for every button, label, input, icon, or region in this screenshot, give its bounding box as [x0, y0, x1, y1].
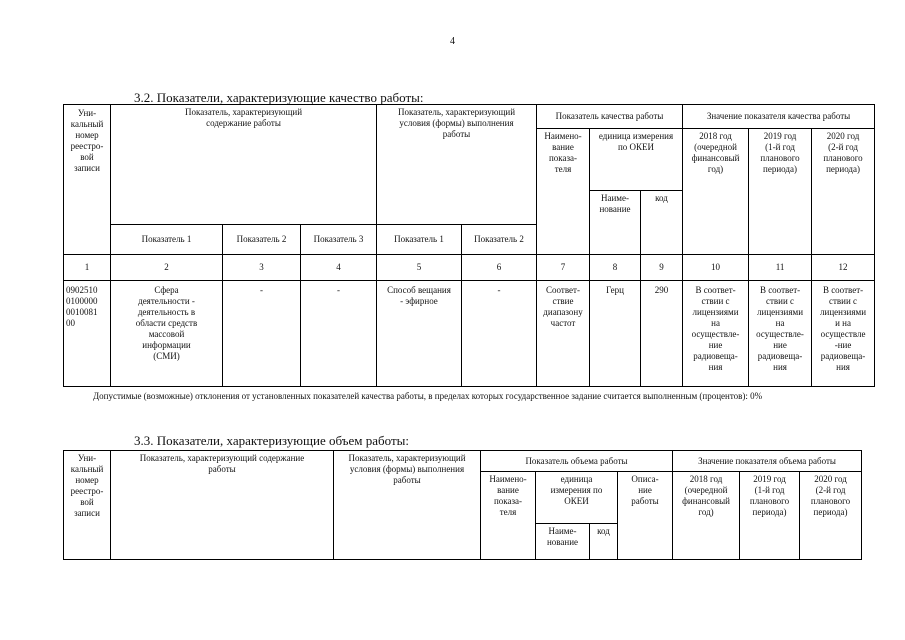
content-p2-cell: -: [223, 281, 301, 387]
column-number: 7: [537, 255, 590, 281]
header-conditions-indicator: Показатель, характеризующий условия (формы) выполнения работы: [377, 105, 537, 225]
unit-name-cell: Герц: [590, 281, 641, 387]
header-unique-number: Уни- кальный номер реестро- вой записи: [64, 105, 111, 255]
header-year-2020: 2020 год (2-й год планового периода): [812, 129, 875, 255]
cond-p2-cell: -: [462, 281, 537, 387]
column-number: 12: [812, 255, 875, 281]
header-content-p1: Показатель 1: [111, 225, 223, 255]
column-number: 9: [641, 255, 683, 281]
content-p3-cell: -: [301, 281, 377, 387]
vol-header-unit-okei: единица измерения по ОКЕИ: [536, 472, 618, 524]
tolerance-note: Допустимые (возможные) отклонения от установленных показателей качества работы, в пределах которых государственное задание считается выполненным (процентов): 0%: [93, 391, 763, 401]
value-2019-cell: В соответ- ствии с лицензиями на осуществле- ние радиовеща- ния: [749, 281, 812, 387]
column-number: 11: [749, 255, 812, 281]
header-indicator-name: Наимено- вание показа- теля: [537, 129, 590, 255]
section-volume-title: 3.3. Показатели, характеризующие объем работы:: [134, 433, 409, 448]
vol-header-volume-value: Значение показателя объема работы: [673, 451, 862, 472]
table-row: [64, 281, 875, 387]
vol-header-year-2019: 2019 год (1-й год планового периода): [740, 472, 800, 560]
column-number: 1: [64, 255, 111, 281]
vol-header-conditions-indicator: Показатель, характеризующий условия (формы) выполнения работы: [334, 451, 481, 560]
header-cond-p1: Показатель 1: [377, 225, 462, 255]
content-p1-cell: Сфера деятельности - деятельность в области средств массовой информации (СМИ): [111, 281, 223, 387]
column-number: 5: [377, 255, 462, 281]
header-year-2018: 2018 год (очередной финансовый год): [683, 129, 749, 255]
value-2020-cell: В соответ- ствии с лицензиями и на осуществле -ние радиовеща- ния: [812, 281, 875, 387]
value-2018-cell: В соответ- ствии с лицензиями на осуществле- ние радиовеща- ния: [683, 281, 749, 387]
page-number: 4: [450, 36, 455, 47]
vol-header-volume-indicator: Показатель объема работы: [481, 451, 673, 472]
header-content-indicator: Показатель, характеризующий содержание работы: [111, 105, 377, 225]
vol-header-indicator-name: Наимено- вание показа- теля: [481, 472, 536, 560]
column-number: 6: [462, 255, 537, 281]
vol-header-unit-name: Наиме- нование: [536, 524, 590, 560]
header-unit-okei: единица измерения по ОКЕИ: [590, 129, 683, 191]
header-unit-name: Наиме- нование: [590, 191, 641, 255]
vol-header-content-indicator: Показатель, характеризующий содержание работы: [111, 451, 334, 560]
unit-code-cell: 290: [641, 281, 683, 387]
vol-header-unit-code: код: [590, 524, 618, 560]
header-year-2019: 2019 год (1-й год планового периода): [749, 129, 812, 255]
section-quality-title: 3.2. Показатели, характеризующие качество работы:: [134, 90, 424, 105]
vol-header-year-2018: 2018 год (очередной финансовый год): [673, 472, 740, 560]
column-number: 4: [301, 255, 377, 281]
vol-header-year-2020: 2020 год (2-й год планового периода): [800, 472, 862, 560]
header-unit-code: код: [641, 191, 683, 255]
vol-header-description: Описа- ние работы: [618, 472, 673, 560]
cond-p1-cell: Способ вещания - эфирное: [377, 281, 462, 387]
header-quality-indicator: Показатель качества работы: [537, 105, 683, 129]
vol-header-unique-number: Уни- кальный номер реестро- вой записи: [64, 451, 111, 560]
column-number: 2: [111, 255, 223, 281]
header-content-p3: Показатель 3: [301, 225, 377, 255]
volume-table: [63, 450, 862, 560]
indicator-name-cell: Соответ- ствие диапазону частот: [537, 281, 590, 387]
header-quality-value: Значение показателя качества работы: [683, 105, 875, 129]
column-number: 10: [683, 255, 749, 281]
header-content-p2: Показатель 2: [223, 225, 301, 255]
quality-table: [63, 104, 875, 387]
column-number: 8: [590, 255, 641, 281]
header-cond-p2: Показатель 2: [462, 225, 537, 255]
column-number: 3: [223, 255, 301, 281]
registry-number-cell: 0902510 0100000 0010081 00: [64, 281, 111, 387]
